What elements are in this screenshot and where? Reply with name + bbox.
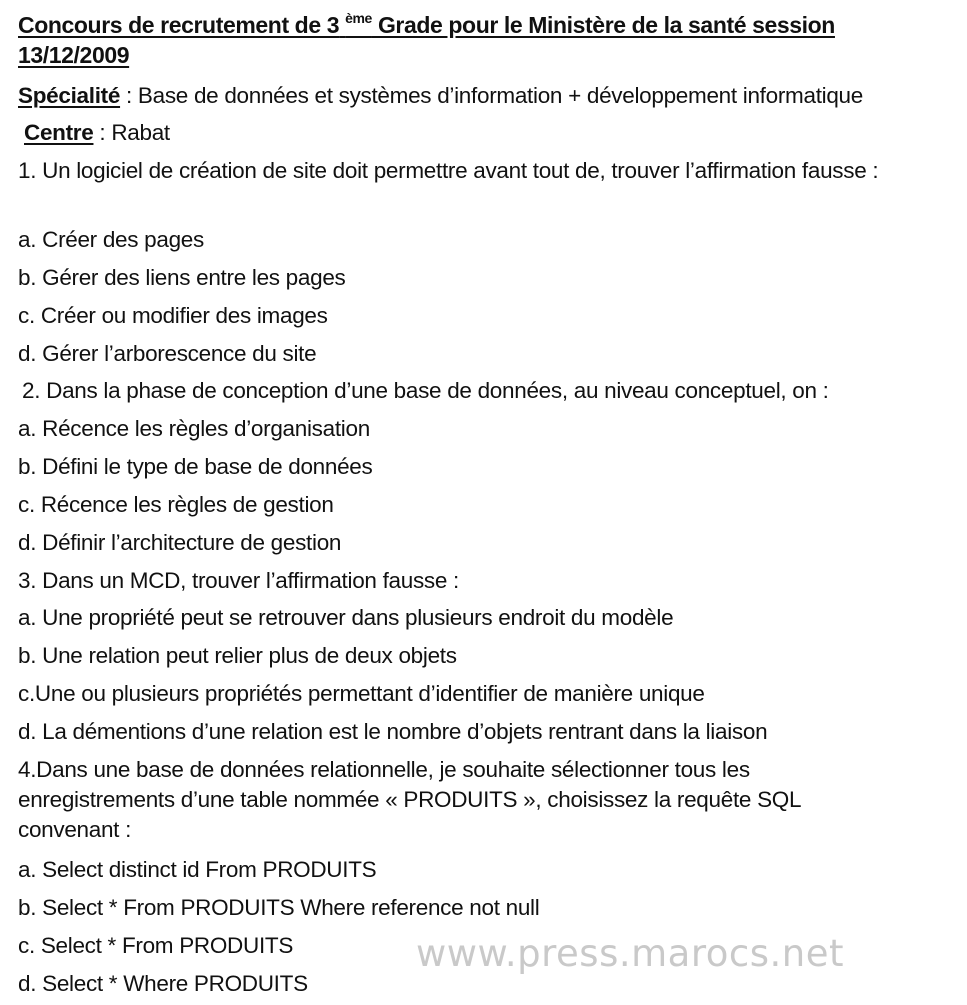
centre-value: : Rabat	[93, 120, 170, 145]
question-3-option-d: d. La démentions d’une relation est le nombre d’objets rentrant dans la liaison	[18, 719, 768, 744]
centre-line	[24, 118, 959, 148]
title-superscript: ème	[345, 10, 372, 26]
specialite-value: : Base de données et systèmes d’information + développement informatique	[120, 83, 863, 108]
question-1-option-b: b. Gérer des liens entre les pages	[18, 265, 346, 290]
specialite-line	[18, 81, 953, 111]
title-text-start: Concours de recrutement de 3	[18, 12, 340, 38]
centre-label: Centre	[24, 120, 94, 145]
question-1-option-d: d. Gérer l’arborescence du site	[18, 341, 317, 366]
question-2-option-b: b. Défini le type de base de données	[18, 454, 373, 479]
question-3-option-c: c.Une ou plusieurs propriétés permettant d’identifier de manière unique	[18, 681, 705, 706]
question-4-option-c: c. Select * From PRODUITS	[18, 933, 294, 958]
watermark-text: www.press.marocs.net	[416, 932, 844, 975]
question-3-option-a: a. Une propriété peut se retrouver dans plusieurs endroit du modèle	[18, 605, 674, 630]
question-2-option-c: c. Récence les règles de gestion	[18, 492, 334, 517]
title-text-end: Grade pour le Ministère de la santé session 13/12/2009	[18, 12, 835, 68]
question-4-text: 4.Dans une base de données relationnelle, je souhaite sélectionner tous les enregistrements d’une table nommée « PRODUITS », choisissez la requête SQL convenant :	[18, 757, 801, 842]
question-3-option-b: b. Une relation peut relier plus de deux objets	[18, 643, 457, 668]
specialite-label: Spécialité	[18, 83, 121, 108]
question-1-option-a: a. Créer des pages	[18, 227, 204, 252]
question-4-option-d: d. Select * Where PRODUITS	[18, 971, 308, 996]
question-4-option-b: b. Select * From PRODUITS Where reference not null	[18, 895, 540, 920]
question-3-text: 3. Dans un MCD, trouver l’affirmation fausse :	[18, 568, 459, 593]
question-2-text: 2. Dans la phase de conception d’une base de données, au niveau conceptuel, on :	[22, 378, 829, 403]
question-1-option-c: c. Créer ou modifier des images	[18, 303, 328, 328]
question-2-option-a: a. Récence les règles d’organisation	[18, 416, 370, 441]
question-2-option-d: d. Définir l’architecture de gestion	[18, 530, 342, 555]
question-4-option-a: a. Select distinct id From PRODUITS	[18, 857, 377, 882]
document-title	[18, 10, 948, 70]
question-1-text: 1. Un logiciel de création de site doit permettre avant tout de, trouver l’affirmation fausse :	[18, 158, 879, 183]
